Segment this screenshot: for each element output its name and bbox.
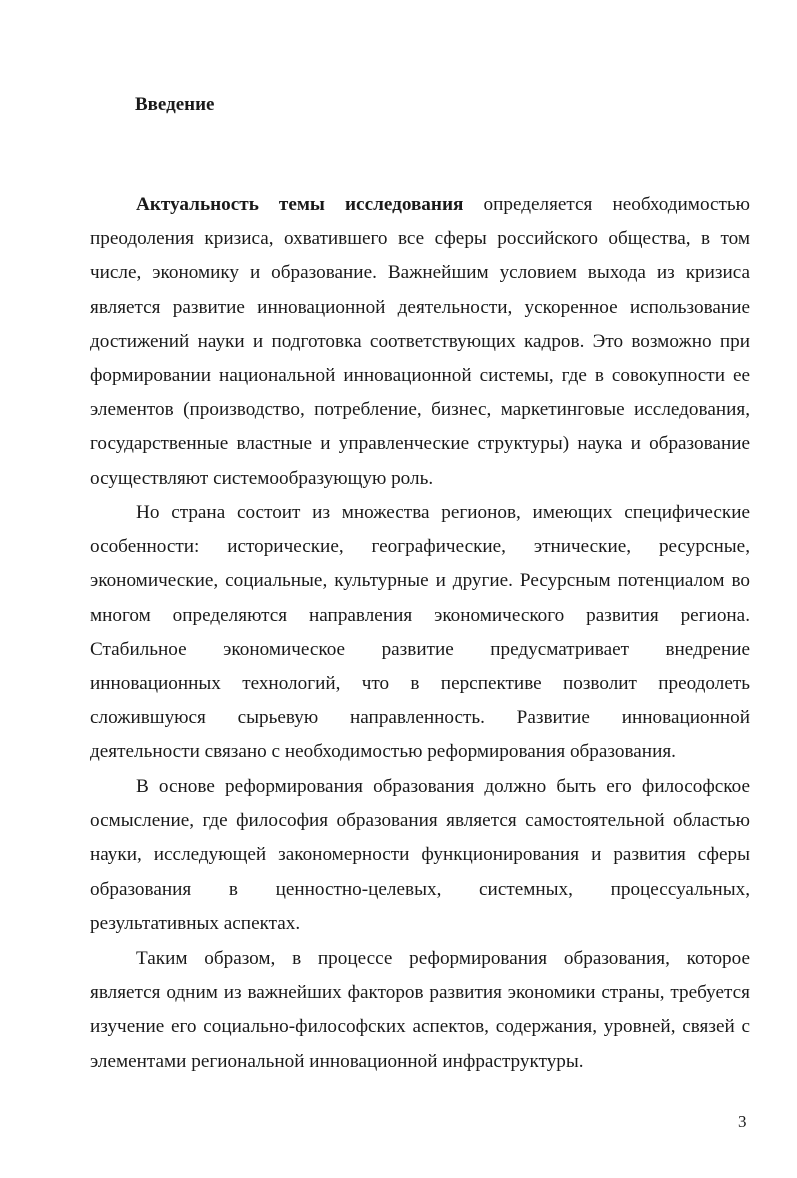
paragraph-conclusion	[90, 942, 750, 1079]
paragraph-text: Но страна состоит из множества регионов, имеющих специфические особенности: исторические, географические, этнические, ресурсные, экономические, социальные, культурные и другие. Ресурсным потенциалом во многом определяются направления экономического развития региона. Стабильное экономическое развитие предусматривает внедрение инновационных технологий, что в перспективе позволит преодолеть сложившуюся сырьевую направленность. Развитие инновационной деятельности связано с необходимостью реформирования образования.	[90, 502, 750, 763]
page-number: 3	[738, 1112, 747, 1131]
paragraph-lead-bold: Актуальность темы исследования	[136, 194, 464, 215]
paragraph-text: определяется необходимостью преодоления кризиса, охватившего все сферы российского общества, в том числе, экономику и образование. Важнейшим условием выхода из кризиса является развитие инновационной деятельности, ускоренное использование достижений науки и подготовка соответствующих кадров. Это возможно при формировании национальной инновационной системы, где в совокупности ее элементов (производство, потребление, бизнес, маркетинговые исследования, государственные властные и управленческие структуры) наука и образование осуществляют системообразующую роль.	[90, 194, 751, 489]
paragraph-text: Таким образом, в процессе реформирования образования, которое является одним из важнейших факторов развития экономики страны, требуется изучение его социально-философских аспектов, содержания, уровней, связей с элементами региональной инновационной инфраструктуры.	[90, 948, 750, 1072]
paragraph-text: В основе реформирования образования должно быть его философское осмысление, где философия образования является самостоятельной областью науки, исследующей закономерности функционирования и развития сферы образования в ценностно-целевых, системных, процессуальных, результативных аспектах.	[90, 776, 750, 934]
paragraph-philosophy	[90, 770, 750, 941]
paragraph-regions	[90, 496, 750, 770]
section-heading: Введение	[135, 94, 215, 115]
paragraph-relevance	[90, 188, 750, 496]
